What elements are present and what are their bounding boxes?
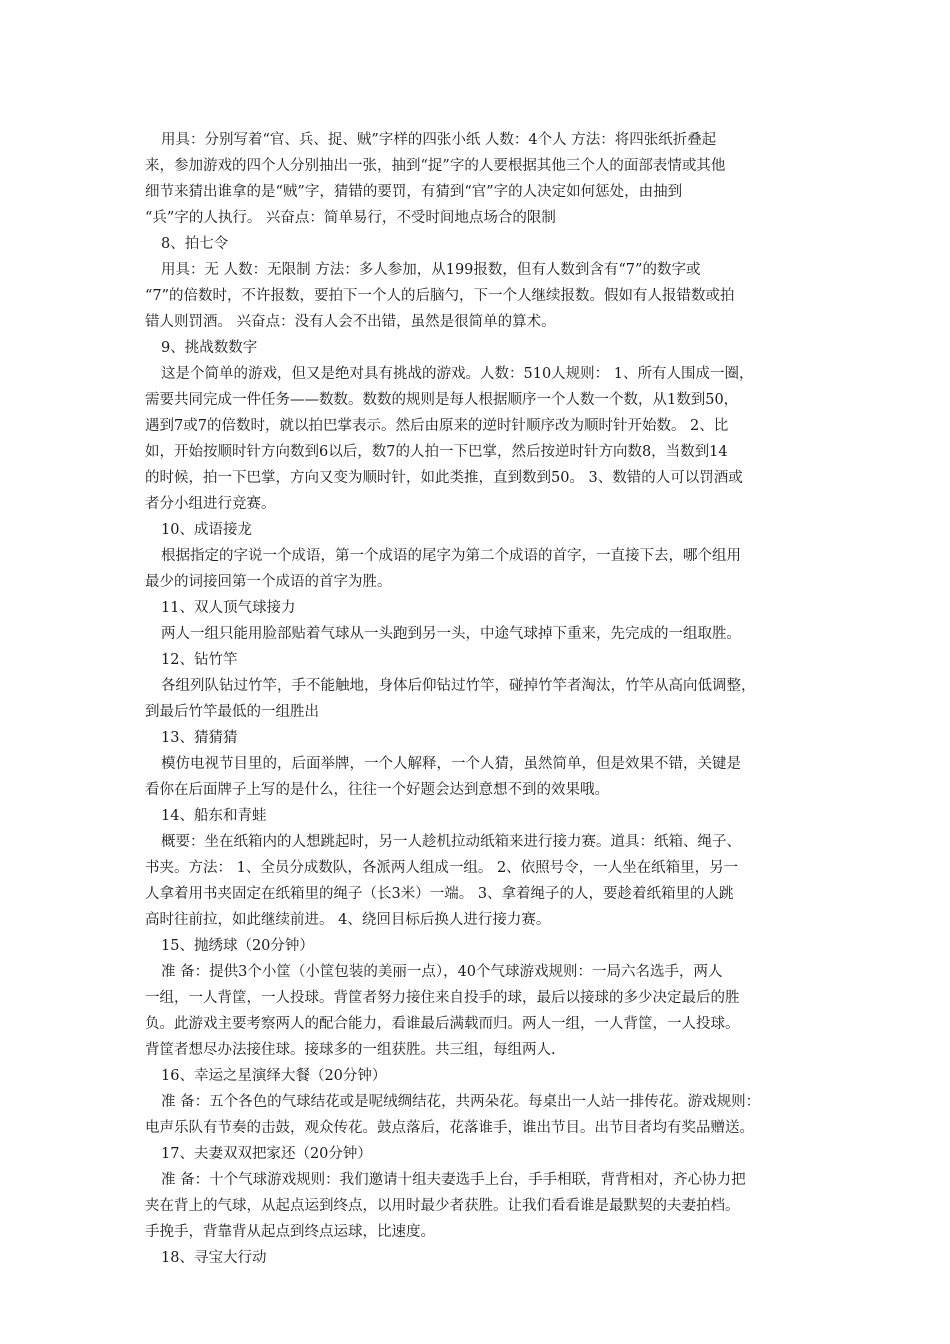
text-line: 到最后竹竿最低的一组胜出	[145, 704, 319, 720]
text-line: 看你在后面牌子上写的是什么，往往一个好题会达到意想不到的效果哦。	[145, 782, 609, 798]
text-line: 错人则罚酒。 兴奋点：没有人会不出错，虽然是很简单的算术。	[145, 314, 556, 330]
text-line: 概要：坐在纸箱内的人想跳起时，另一人趁机拉动纸箱来进行接力赛。道具：纸箱、绳子、	[161, 834, 741, 850]
section-heading: 15、抛绣球（20分钟）	[161, 938, 314, 954]
text-line: 书夹。方法： 1、全员分成数队，各派两人组成一组。 2、依照号令，一人坐在纸箱里，另一	[145, 860, 739, 876]
text-line: 用具：无 人数：无限制 方法：多人参加，从199报数，但有人数到含有“7”的数字或	[161, 262, 701, 278]
text-line: 准 备：提供3个小筐（小筐包装的美丽一点），40个气球游戏规则：一局六名选手，两人	[161, 964, 723, 980]
section-heading: 14、船东和青蛙	[161, 808, 267, 824]
text-line: 最少的词接回第一个成语的首字为胜。	[145, 574, 392, 590]
document-body	[145, 127, 815, 1271]
section-heading: 11、双人顶气球接力	[161, 600, 296, 616]
text-line: 电声乐队有节奏的击鼓，观众传花。鼓点落后，花落谁手，谁出节目。出节目者均有奖品赠送。	[145, 1120, 754, 1136]
text-line: 如，开始按顺时针方向数到6以后，数7的人拍一下巴掌，然后按逆时针方向数8，当数到14	[145, 444, 728, 460]
text-line: 者分小组进行竞赛。	[145, 496, 276, 512]
section-heading: 12、钻竹竿	[161, 652, 238, 668]
text-line: 负。此游戏主要考察两人的配合能力，看谁最后满载而归。两人一组，一人背筐，一人投球。	[145, 1016, 740, 1032]
section-heading: 10、成语接龙	[161, 522, 252, 538]
text-line: 夹在背上的气球，从起点运到终点，以用时最少者获胜。让我们看看谁是最默契的夫妻拍档。	[145, 1198, 740, 1214]
text-line: 人拿着用书夹固定在纸箱里的绳子（长3米）一端。 3、拿着绳子的人，要趁着纸箱里的人跳	[145, 886, 734, 902]
text-line: 根据指定的字说一个成语，第一个成语的尾字为第二个成语的首字，一直接下去，哪个组用	[161, 548, 741, 564]
section-heading: 13、猜猜猜	[161, 730, 238, 746]
section-heading: 9、挑战数数字	[161, 340, 258, 356]
text-line: 需要共同完成一件任务——数数。数数的规则是每人根据顺序一个人数一个数，从1数到50，	[145, 392, 739, 408]
text-line: 用具：分别写着“官、兵、捉、贼”字样的四张小纸 人数：4个人 方法：将四张纸折叠起	[161, 132, 717, 148]
text-line: 背筐者想尽办法接住球。接球多的一组获胜。共三组，每组两人.	[145, 1042, 556, 1058]
section-heading: 16、幸运之星演绎大餐（20分钟）	[161, 1068, 387, 1084]
text-line: 两人一组只能用脸部贴着气球从一头跑到另一头，中途气球掉下重来，先完成的一组取胜。	[161, 626, 741, 642]
text-line: “兵”字的人执行。 兴奋点：简单易行，不受时间地点场合的限制	[145, 210, 556, 226]
text-line: “7”的倍数时，不许报数，要拍下一个人的后脑勺，下一个人继续报数。假如有人报错数或拍	[145, 288, 735, 304]
text-line: 这是个简单的游戏，但又是绝对具有挑战的游戏。人数：510人规则： 1、所有人围成一圈，	[161, 366, 754, 382]
text-line: 准 备：十个气球游戏规则：我们邀请十组夫妻选手上台，手手相联，背背相对，齐心协力把	[161, 1172, 746, 1188]
text-line: 手挽手，背靠背从起点到终点运球，比速度。	[145, 1224, 435, 1240]
text-line: 细节来猜出谁拿的是“贼”字，猜错的要罚，有猜到“官”字的人决定如何惩处，由抽到	[145, 184, 683, 200]
text-line: 各组列队钻过竹竿，手不能触地，身体后仰钻过竹竿，碰掉竹竿者淘汰，竹竿从高向低调整，	[161, 678, 756, 694]
section-heading: 8、拍七令	[161, 236, 229, 252]
text-line: 高时往前拉，如此继续前进。 4、绕回目标后换人进行接力赛。	[145, 912, 551, 928]
text-line: 模仿电视节目里的，后面举牌，一个人解释，一个人猜，虽然简单，但是效果不错，关键是	[161, 756, 741, 772]
text-line: 准 备：五个各色的气球结花或是呢绒绸结花，共两朵花。每桌出一人站一排传花。游戏规则：	[161, 1094, 761, 1110]
text-line: 的时候，拍一下巴掌，方向又变为顺时针，如此类推，直到数到50。 3、数错的人可以罚酒或	[145, 470, 743, 486]
section-heading: 18、寻宝大行动	[161, 1250, 267, 1266]
text-line: 来，参加游戏的四个人分别抽出一张，抽到“捉”字的人要根据其他三个人的面部表情或其他	[145, 158, 726, 174]
text-line: 一组，一人背筐，一人投球。背筐者努力接住来自投手的球，最后以接球的多少决定最后的胜	[145, 990, 740, 1006]
text-line: 遇到7或7的倍数时，就以拍巴掌表示。然后由原来的逆时针顺序改为顺时针开始数。 2、比	[145, 418, 729, 434]
section-heading: 17、夫妻双双把家还（20分钟）	[161, 1146, 372, 1162]
